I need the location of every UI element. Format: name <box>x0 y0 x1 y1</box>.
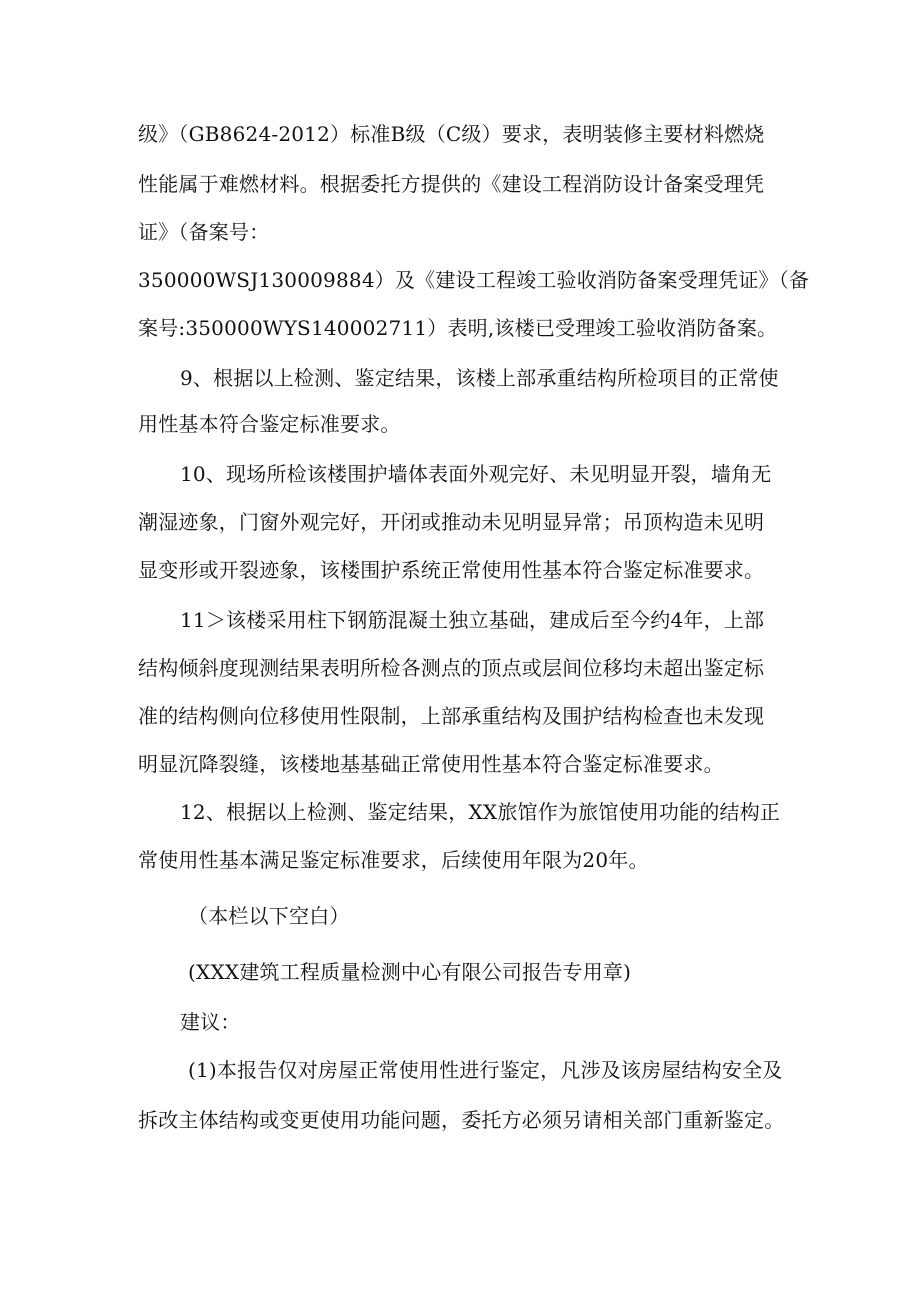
paragraph-10-line-2: 潮湿迹象，门窗外观完好，开闭或推动未见明显异常；吊顶构造未见明 <box>138 510 765 534</box>
blank-below-note: （本栏以下空白） <box>188 904 350 928</box>
text-line-2: 性能属于难燃材料。根据委托方提供的《建设工程消防设计备案受理凭 <box>138 172 765 196</box>
text-line-1: 级》（GB8624-2012）标准B级（C级）要求，表明装修主要材料燃烧 <box>138 122 765 146</box>
paragraph-11-line-4: 明显沉降裂缝，该楼地基基础正常使用性基本符合鉴定标准要求。 <box>138 752 724 776</box>
text-line-4: 350000WSJ130009884）及《建设工程竣工验收消防备案受理凭证》（备 <box>138 268 810 292</box>
paragraph-11-line-1: 11＞该楼采用柱下钢筋混凝土独立基础，建成后至今约4年，上部 <box>180 608 765 632</box>
paragraph-12-line-1: 12、根据以上检测、鉴定结果，XX旅馆作为旅馆使用功能的结构正 <box>180 800 781 824</box>
report-seal-note: (XXX建筑工程质量检测中心有限公司报告专用章) <box>188 960 632 984</box>
paragraph-10-line-3: 显变形或开裂迹象，该楼围护系统正常使用性基本符合鉴定标准要求。 <box>138 558 765 582</box>
paragraph-11-line-3: 准的结构侧向位移使用性限制，上部承重结构及围护结构检查也未发现 <box>138 704 765 728</box>
paragraph-10-line-1: 10、现场所检该楼围护墙体表面外观完好、未见明显开裂，墙角无 <box>180 462 772 486</box>
paragraph-12-line-2: 常使用性基本满足鉴定标准要求，后续使用年限为20年。 <box>138 848 649 872</box>
paragraph-9-line-1: 9、根据以上检测、鉴定结果，该楼上部承重结构所检项目的正常使 <box>180 366 779 390</box>
paragraph-11-line-2: 结构倾斜度现测结果表明所检各测点的顶点或层间位移均未超出鉴定标 <box>138 656 765 680</box>
text-line-5: 案号:350000WYS140002711）表明,该楼已受理竣工验收消防备案。 <box>138 316 778 340</box>
suggestion-1-line-2: 拆改主体结构或变更使用功能问题，委托方必须另请相关部门重新鉴定。 <box>138 1108 785 1132</box>
suggestion-heading: 建议： <box>180 1010 241 1034</box>
suggestion-1-line-1: (1)本报告仅对房屋正常使用性进行鉴定，凡涉及该房屋结构安全及 <box>188 1058 783 1082</box>
text-line-3: 证》（备案号： <box>138 220 270 244</box>
paragraph-9-line-2: 用性基本符合鉴定标准要求。 <box>138 412 401 436</box>
